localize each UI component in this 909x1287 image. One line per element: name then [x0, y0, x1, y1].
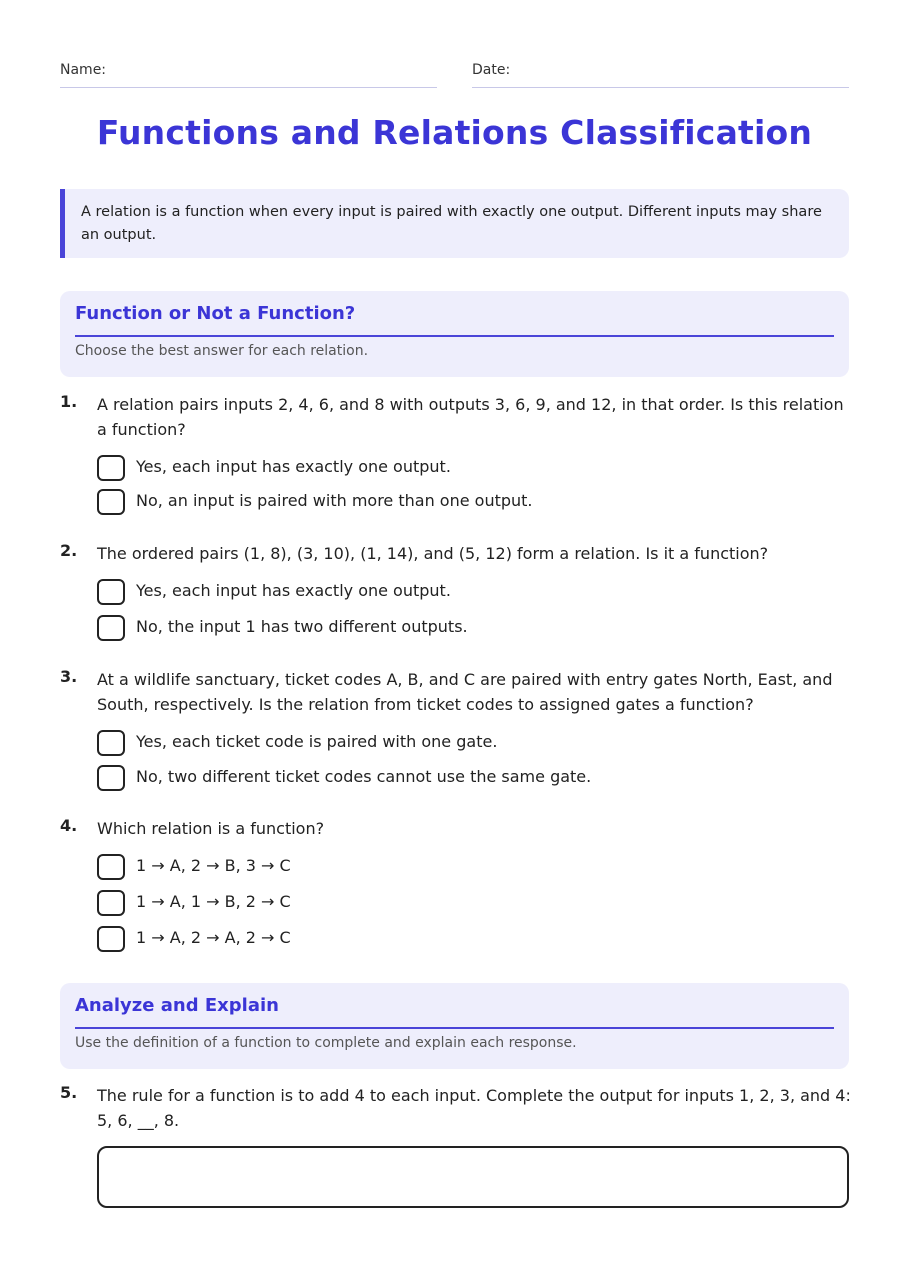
answer-option[interactable] — [97, 489, 797, 517]
checkbox[interactable] — [97, 730, 125, 756]
section-title: Analyze and Explain — [75, 995, 279, 1016]
section-header-function-or-not — [60, 291, 849, 377]
checkbox[interactable] — [97, 926, 125, 952]
option-label: 1 → A, 2 → B, 3 → C — [136, 856, 291, 875]
question-number: 4. — [60, 816, 78, 835]
answer-option[interactable] — [97, 615, 797, 643]
section-header-analyze-explain — [60, 983, 849, 1069]
intro-callout — [60, 189, 849, 258]
checkbox[interactable] — [97, 615, 125, 641]
answer-option[interactable] — [97, 579, 797, 607]
question-text: A relation pairs inputs 2, 4, 6, and 8 with outputs 3, 6, 9, and 12, in that order. Is this relation a function? — [97, 395, 844, 439]
question-text: At a wildlife sanctuary, ticket codes A, B, and C are paired with entry gates North, East, and South, respectively. Is the relation from ticket codes to assigned gates a function? — [97, 670, 833, 714]
section-divider — [75, 1027, 834, 1029]
question-number: 2. — [60, 541, 78, 560]
answer-option[interactable] — [97, 854, 797, 882]
name-label: Name: — [60, 62, 107, 78]
section-subtitle: Choose the best answer for each relation. — [75, 343, 369, 359]
question-text: The ordered pairs (1, 8), (3, 10), (1, 14), and (5, 12) form a relation. Is it a function? — [97, 544, 769, 563]
section-title: Function or Not a Function? — [75, 303, 356, 324]
option-label: No, two different ticket codes cannot use the same gate. — [136, 767, 592, 786]
answer-option[interactable] — [97, 926, 797, 954]
answer-option[interactable] — [97, 455, 797, 483]
checkbox[interactable] — [97, 854, 125, 880]
option-label: 1 → A, 1 → B, 2 → C — [136, 892, 291, 911]
name-field[interactable] — [60, 62, 437, 88]
answer-option[interactable] — [97, 890, 797, 918]
question-text: The rule for a function is to add 4 to each input. Complete the output for inputs 1, 2, 3, and 4: 5, 6, __, 8. — [97, 1086, 851, 1130]
answer-input-box[interactable] — [97, 1146, 849, 1208]
option-label: Yes, each ticket code is paired with one gate. — [136, 732, 498, 751]
option-label: Yes, each input has exactly one output. — [136, 581, 451, 600]
section-subtitle: Use the definition of a function to complete and explain each response. — [75, 1035, 577, 1051]
option-label: Yes, each input has exactly one output. — [136, 457, 451, 476]
answer-option[interactable] — [97, 730, 797, 758]
option-label: No, an input is paired with more than one output. — [136, 491, 533, 510]
question-text: Which relation is a function? — [97, 819, 325, 838]
checkbox[interactable] — [97, 579, 125, 605]
intro-text: A relation is a function when every input is paired with exactly one output. Different inputs may share an output. — [81, 204, 822, 243]
checkbox[interactable] — [97, 765, 125, 791]
question-number: 5. — [60, 1083, 78, 1102]
date-label: Date: — [472, 62, 511, 78]
option-label: No, the input 1 has two different outputs. — [136, 617, 468, 636]
page-title: Functions and Relations Classification — [96, 113, 813, 152]
answer-option[interactable] — [97, 765, 797, 793]
section-divider — [75, 335, 834, 337]
checkbox[interactable] — [97, 489, 125, 515]
date-field[interactable] — [472, 62, 849, 88]
header-row — [60, 62, 849, 88]
checkbox[interactable] — [97, 455, 125, 481]
checkbox[interactable] — [97, 890, 125, 916]
question-number: 1. — [60, 392, 78, 411]
question-number: 3. — [60, 667, 78, 686]
option-label: 1 → A, 2 → A, 2 → C — [136, 928, 291, 947]
